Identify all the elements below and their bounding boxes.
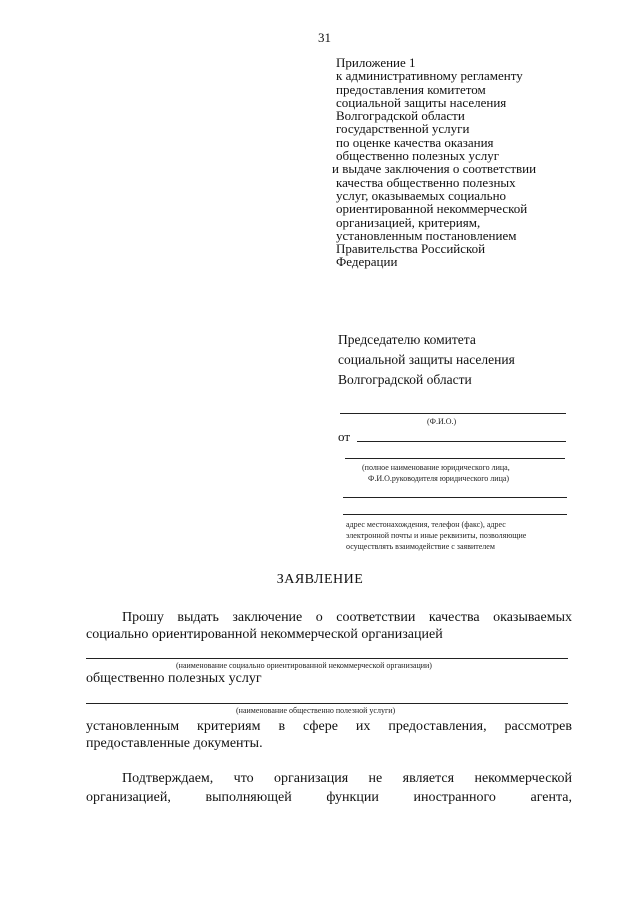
appendix-line: организацией, критериям, — [336, 214, 481, 230]
addressee-line: Волгоградской области — [338, 372, 472, 387]
appendix-line: ориентированной некоммерческой — [336, 201, 528, 217]
org-name-input-line[interactable] — [345, 458, 565, 459]
org-caption-line: Ф.И.О.руководителя юридического лица) — [368, 474, 510, 483]
appendix-line: качества общественно полезных — [336, 174, 516, 190]
appendix-line: услуг, оказываемых социально — [336, 187, 507, 203]
appendix-line: к административному регламенту — [336, 68, 523, 84]
appendix-line: общественно полезных услуг — [336, 148, 500, 164]
addressee-line: Председателю комитета — [338, 332, 476, 347]
appendix-line: Федерации — [336, 254, 398, 270]
appendix-line: установленным постановлением — [336, 227, 517, 243]
appendix-line: Приложение 1 — [336, 55, 416, 70]
appendix-line: и выдаче заключения о соответствии — [332, 161, 537, 177]
appendix-line: предоставления комитетом — [336, 81, 486, 97]
org-caption-line: (полное наименование юридического лица, — [362, 463, 510, 472]
appendix-line: государственной услуги — [336, 121, 470, 137]
appendix-line: социальной защиты населения — [336, 94, 507, 110]
page-number: 31 — [318, 30, 331, 45]
addressee-block — [338, 330, 515, 390]
fio-caption: (Ф.И.О.) — [427, 417, 457, 426]
from-input-line[interactable] — [357, 441, 566, 442]
appendix-line: Правительства Российской — [336, 241, 486, 257]
sonko-name-caption: (наименование социально ориентированной некоммерческой организации) — [176, 661, 432, 670]
appendix-line: по оценке качества оказания — [336, 134, 494, 150]
fio-input-line[interactable] — [340, 413, 566, 414]
addressee-line: социальной защиты населения — [338, 352, 515, 367]
body-line: общественно полезных услуг — [86, 671, 262, 686]
address-input-line[interactable] — [343, 497, 567, 498]
address-caption-line: осуществлять взаимодействие с заявителем — [346, 542, 495, 551]
address-caption-line: адрес местонахождения, телефон (факс), адрес — [346, 520, 506, 529]
appendix-line: Волгоградской области — [336, 108, 465, 124]
from-label: от — [338, 429, 351, 444]
body-paragraph: Прошу выдать заключение о соответствии качества оказываемых — [122, 610, 572, 625]
sonko-name-input-line[interactable] — [86, 658, 568, 659]
service-name-input-line[interactable] — [86, 703, 568, 704]
address-caption-line: электронной почты и иные реквизиты, позволяющие — [346, 531, 527, 540]
appendix-header — [332, 55, 586, 270]
body-line: предоставленные документы. — [86, 736, 263, 751]
document-title: ЗАЯВЛЕНИЕ — [276, 572, 364, 587]
body-paragraph: организацией, выполняющей функции иностранного агента, — [86, 790, 572, 805]
service-name-caption: (наименование общественно полезной услуги) — [236, 706, 396, 715]
address-input-line[interactable] — [343, 514, 567, 515]
body-paragraph: Подтверждаем, что организация не является некоммерческой — [122, 771, 572, 786]
body-line: социально ориентированной некоммерческой организацией — [86, 627, 443, 642]
body-paragraph: установленным критериям в сфере их предоставления, рассмотрев — [86, 719, 572, 734]
